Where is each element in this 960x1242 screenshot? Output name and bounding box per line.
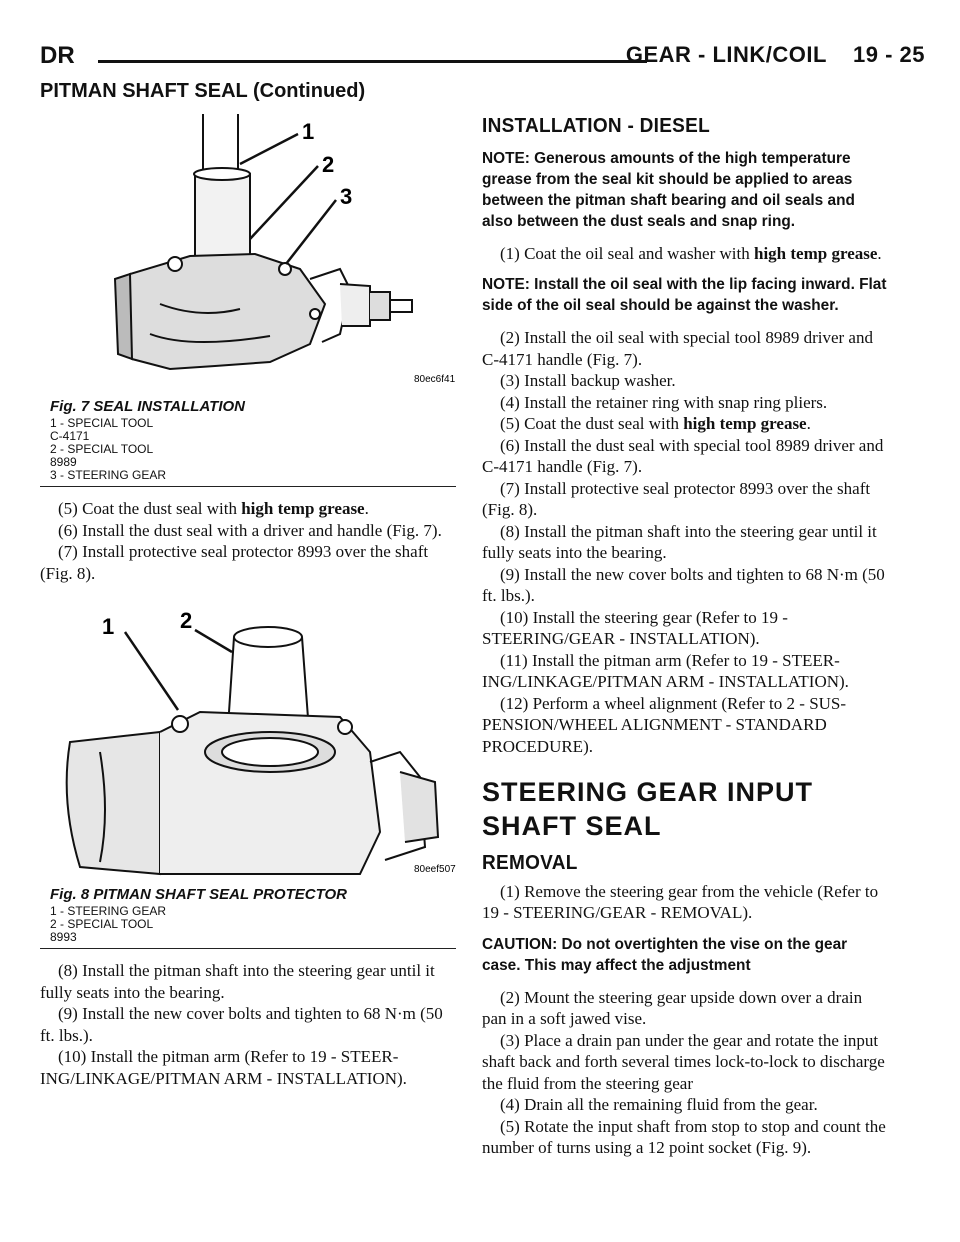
step-removal-4: (4) Drain all the remaining fluid from the gear. [500, 1095, 818, 1114]
step-right-8: (8) Install the pitman shaft into the steering gear until it fully seats into the bearing. [482, 521, 877, 562]
section-title: STEERING GEAR INPUT SHAFT SEAL [482, 777, 814, 841]
note-grease: NOTE: Generous amounts of the high temperature grease from the seal kit should be applied to areas between the pitman shaft bearing and oil seals and also between the dust seals and snap ring. [482, 149, 855, 230]
right-column [482, 110, 887, 1159]
step-right-3: (3) Install backup washer. [500, 371, 676, 390]
step-right-1: (1) Coat the oil seal and washer with high temp grease. [500, 243, 882, 263]
figure-7-illustration [40, 104, 456, 390]
caution-vise: CAUTION: Do not overtighten the vise on the gear case. This may affect the adjustment [482, 935, 848, 974]
legend-item: 2 - SPECIAL TOOL [50, 442, 154, 456]
legend-item: C-4171 [50, 429, 90, 443]
step-removal-3: (3) Place a drain pan under the gear and rotate the input shaft back and forth several times lock-to-lock to discharge the fluid from the steering gear [482, 1030, 885, 1093]
fig7-callout-1: 1 [302, 119, 315, 144]
figure-8 [40, 602, 456, 949]
legend-item: 1 - STEERING GEAR [50, 904, 167, 918]
installation-diesel-heading: INSTALLATION - DIESEL [482, 115, 710, 137]
step-right-7: (7) Install protective seal protector 8993 over the shaft (Fig. 8). [482, 478, 871, 519]
step-removal-1: (1) Remove the steering gear from the vehicle (Refer to 19 - STEERING/GEAR - REMOVAL). [482, 881, 879, 922]
step-right-6: (6) Install the dust seal with special tool 8989 driver and C-4171 handle (Fig. 7). [482, 435, 884, 476]
header-model: DR [40, 42, 75, 69]
fig7-callout-2: 2 [322, 152, 335, 177]
header-section-page: GEAR - LINK/COIL 19 - 25 [625, 42, 925, 67]
step-removal-2: (2) Mount the steering gear upside down over a drain pan in a soft jawed vise. [482, 987, 863, 1028]
step-right-5: (5) Coat the dust seal with high temp grease. [500, 414, 811, 433]
fig7-callout-3: 3 [340, 184, 353, 209]
removal-heading: REMOVAL [482, 852, 578, 874]
page-header [40, 40, 925, 76]
fig8-callout-2: 2 [180, 608, 193, 633]
legend-item: 8989 [50, 455, 77, 469]
step-left-10: (10) Install the pitman arm (Refer to 19 - STEER-ING/LINKAGE/PITMAN ARM - INSTALLATION). [40, 1047, 407, 1088]
step-right-10: (10) Install the steering gear (Refer to 19 - STEERING/GEAR - INSTALLATION). [482, 607, 788, 648]
figure-8-illustration [40, 602, 456, 878]
step-left-7: (7) Install protective seal protector 8993 over the shaft (Fig. 8). [40, 542, 429, 583]
fig8-image-id: 80eef507 [414, 864, 456, 875]
note-oil-seal: NOTE: Install the oil seal with the lip facing inward. Flat side of the oil seal should be against the washer. [482, 276, 887, 314]
step-left-6: (6) Install the dust seal with a driver and handle (Fig. 7). [58, 520, 442, 540]
legend-item: 8993 [50, 930, 77, 944]
figure-7 [40, 104, 456, 487]
figure-8-legend [40, 905, 456, 949]
step-removal-5: (5) Rotate the input shaft from stop to stop and count the number of turns using a 12 point socket (Fig. 9). [482, 1116, 886, 1157]
fig8-callout-1: 1 [102, 614, 115, 639]
step-left-8: (8) Install the pitman shaft into the steering gear until it fully seats into the bearing. [40, 961, 435, 1002]
step-right-4: (4) Install the retainer ring with snap ring pliers. [500, 392, 828, 412]
fig7-image-id: 80ec6f41 [414, 374, 456, 385]
figure-8-caption: Fig. 8 PITMAN SHAFT SEAL PROTECTOR [50, 885, 347, 903]
header-rule [98, 60, 647, 63]
figure-7-legend [40, 417, 456, 487]
legend-item: 3 - STEERING GEAR [50, 468, 167, 482]
figure-7-caption: Fig. 7 SEAL INSTALLATION [50, 397, 245, 415]
legend-item: 2 - SPECIAL TOOL [50, 917, 154, 931]
legend-item: 1 - SPECIAL TOOL [50, 416, 154, 430]
step-right-12: (12) Perform a wheel alignment (Refer to 2 - SUS-PENSION/WHEEL ALIGNMENT - STANDARD PROCEDURE). [482, 693, 847, 756]
step-left-9: (9) Install the new cover bolts and tighten to 68 N·m (50 ft. lbs.). [40, 1004, 443, 1045]
step-right-11: (11) Install the pitman arm (Refer to 19 - STEER-ING/LINKAGE/PITMAN ARM - INSTALLATION). [482, 650, 849, 691]
step-right-2: (2) Install the oil seal with special tool 8989 driver and C-4171 handle (Fig. 7). [482, 328, 873, 369]
continued-heading: PITMAN SHAFT SEAL (Continued) [40, 80, 366, 102]
left-column [40, 104, 456, 1089]
step-left-5: (5) Coat the dust seal with high temp grease. [58, 499, 369, 518]
step-right-9: (9) Install the new cover bolts and tighten to 68 N·m (50 ft. lbs.). [482, 564, 885, 605]
